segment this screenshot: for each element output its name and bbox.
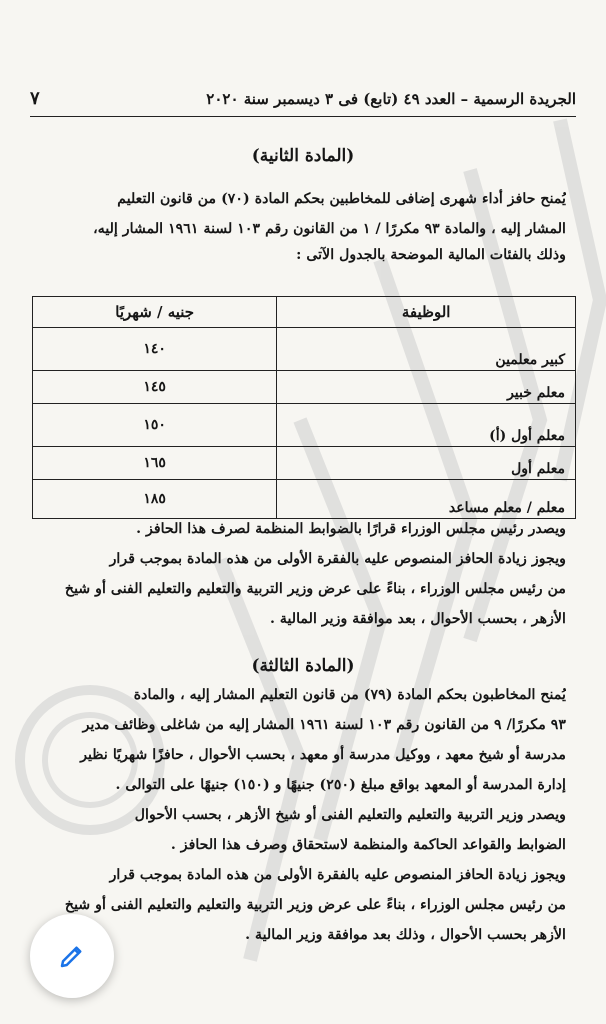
amount-cell: ١٤٠ xyxy=(33,328,277,371)
text-line: ٩٣ مكررًا/ ٩ من القانون رقم ١٠٣ لسنة ١٩٦١ المشار إليه من شاغلى وظائف مدير xyxy=(82,717,566,733)
table-row xyxy=(33,447,576,480)
text-line: يُمنح حافز أداء شهرى إضافى للمخاطبين بحكم المادة (٧٠) من قانون التعليم xyxy=(117,191,566,207)
page-header xyxy=(30,88,576,109)
allowance-table xyxy=(32,296,576,519)
text-line: من رئيس مجلس الوزراء ، بناءً على عرض وزير التربية والتعليم والتعليم الفنى أو شيخ xyxy=(64,897,566,913)
article-2-body xyxy=(32,184,566,270)
text-line: الأزهر ، بحسب الأحوال ، بعد موافقة وزير المالية . xyxy=(270,611,566,627)
job-cell: معلم / معلم مساعد xyxy=(277,480,576,519)
job-cell: كبير معلمين xyxy=(277,328,576,371)
text-line: ويصدر رئيس مجلس الوزراء قرارًا بالضوابط المنظمة لصرف هذا الحافز . xyxy=(136,521,566,537)
pencil-icon xyxy=(57,941,87,971)
job-cell: معلم أول (أ) xyxy=(277,404,576,447)
text-line: ويجوز زيادة الحافز المنصوص عليه بالفقرة الأولى من هذه المادة بموجب قرار xyxy=(109,551,566,567)
text-line: الأزهر بحسب الأحوال ، وذلك بعد موافقة وزير المالية . xyxy=(245,927,566,943)
table-row xyxy=(33,328,576,371)
gazette-title: الجريدة الرسمية – العدد ٤٩ (تابع) فى ٣ ديسمبر سنة ٢٠٢٠ xyxy=(206,89,576,108)
amount-cell: ١٥٠ xyxy=(33,404,277,447)
text-line: وذلك بالفئات المالية الموضحة بالجدول الآتى : xyxy=(296,247,566,263)
text-line: إدارة المدرسة أو المعهد بواقع مبلغ (٢٥٠) جنيهًا و (١٥٠) جنيهًا على التوالى . xyxy=(115,777,566,793)
text-line: ويجوز زيادة الحافز المنصوص عليه بالفقرة الأولى من هذه المادة بموجب قرار xyxy=(109,867,566,883)
job-cell: معلم أول xyxy=(277,447,576,480)
amount-cell: ١٦٥ xyxy=(33,447,277,480)
table-row xyxy=(33,480,576,519)
header-divider xyxy=(30,116,576,117)
table-row xyxy=(33,404,576,447)
column-header-amount: جنيه / شهريًا xyxy=(33,297,277,328)
table-header-row xyxy=(33,297,576,328)
edit-button[interactable] xyxy=(30,914,114,998)
amount-cell: ١٤٥ xyxy=(33,371,277,404)
article-3-body xyxy=(32,680,566,950)
text-line: الضوابط والقواعد الحاكمة والمنظمة لاستحقاق وصرف هذا الحافز . xyxy=(170,837,566,853)
table-row xyxy=(33,371,576,404)
article-2-continuation xyxy=(32,514,566,634)
amount-cell: ١٨٥ xyxy=(33,480,277,519)
text-line: المشار إليه ، والمادة ٩٣ مكررًا / ١ من القانون رقم ١٠٣ لسنة ١٩٦١ المشار إليه، xyxy=(93,221,566,237)
article-2-heading: (المادة الثانية) xyxy=(251,146,355,166)
page-number: ٧ xyxy=(30,88,40,109)
column-header-job: الوظيفة xyxy=(277,297,576,328)
job-cell: معلم خبير xyxy=(277,371,576,404)
text-line: من رئيس مجلس الوزراء ، بناءً على عرض وزير التربية والتعليم والتعليم الفنى أو شيخ xyxy=(64,581,566,597)
article-3-heading: (المادة الثالثة) xyxy=(251,656,355,676)
text-line: يُمنح المخاطبون بحكم المادة (٧٩) من قانون التعليم المشار إليه ، والمادة xyxy=(133,687,566,703)
text-line: ويصدر وزير التربية والتعليم والتعليم الفنى أو شيخ الأزهر ، بحسب الأحوال xyxy=(134,807,566,823)
text-line: مدرسة أو شيخ معهد ، ووكيل مدرسة أو معهد ، بحسب الأحوال ، حافزًا شهريًا نظير xyxy=(80,747,566,763)
